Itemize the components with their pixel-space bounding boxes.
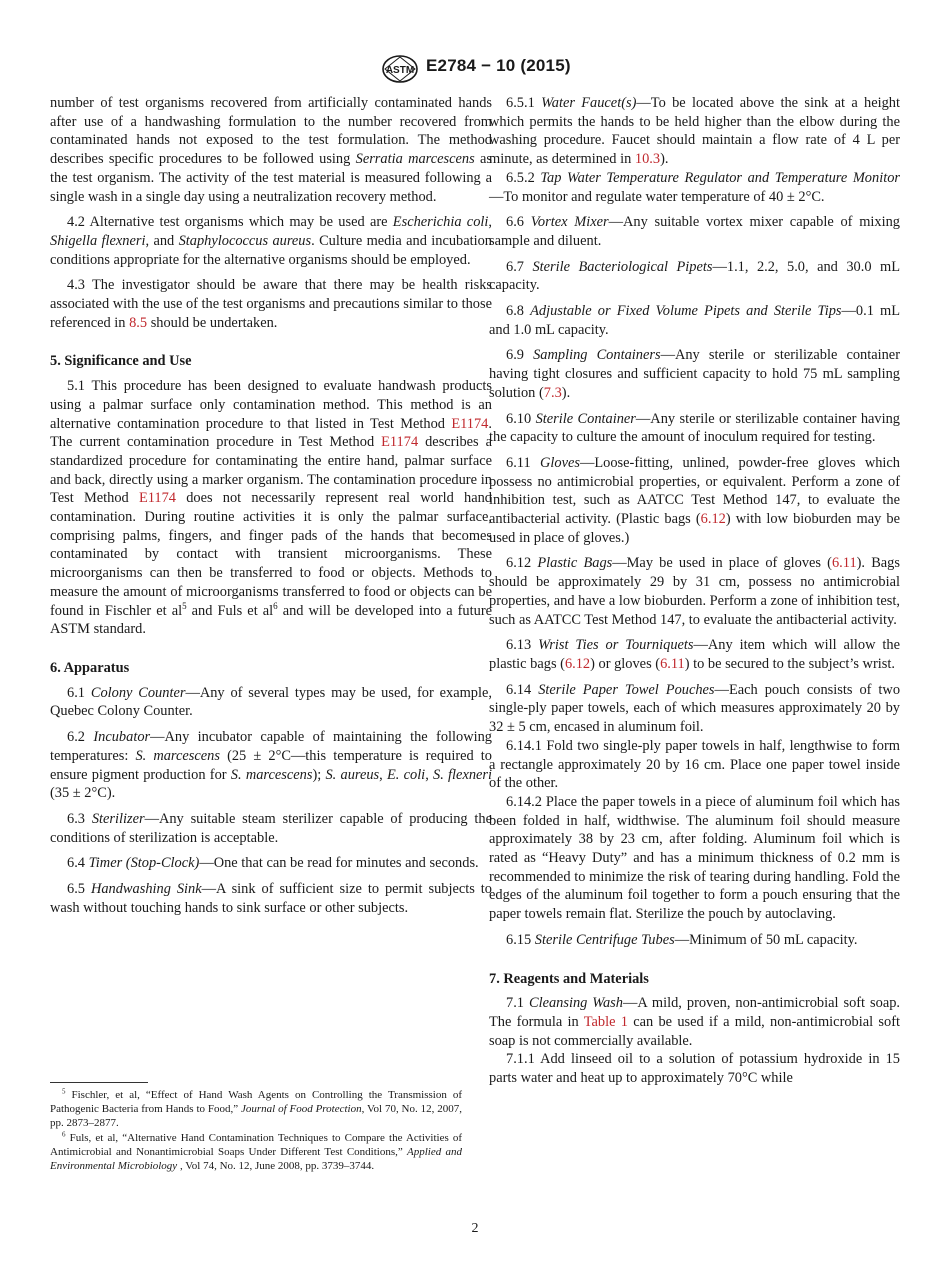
- left-column: [50, 94, 492, 924]
- ref-link-e1174[interactable]: E1174: [381, 434, 419, 451]
- ref-link-e1174[interactable]: E1174: [451, 415, 489, 432]
- paragraph-6-7: 6.7 Sterile Bacteriological Pipets—1.1, 2.2, 5.0, and 30.0 mL capacity.: [489, 258, 900, 294]
- footnote-5: $^5$ Fischler, et al, “Effect of Hand Wash Agents on Controlling the Transmission of Pathogenic Bacteria from Hands to Food,” Journal of Food Protection, Vol 70, No. 12, 2007, pp. 2873–2877.: [50, 1087, 462, 1129]
- section-heading-7: 7. Reagents and Materials: [489, 970, 649, 987]
- paragraph-6-2: 6.2 Incubator—Any incubator capable of maintaining the following temperatures: S. marcescens (25 ± 2°C—this temperature is required to ensure pigment production for S. marcescens); S. aureus, E. coli, S. flexneri (35 ± 2°C).: [50, 729, 493, 802]
- paragraph-6-14-1: 6.14.1 Fold two single-ply paper towels in half, lengthwise to form a rectangle approximately 20 by 16 cm. Place one paper towel inside of the other.: [489, 737, 900, 792]
- paragraph-6-5: 6.5 Handwashing Sink—A sink of sufficient size to permit subjects to wash without touching hands to sink surface or other subjects.: [50, 881, 492, 916]
- footnote-marker: 5: [182, 600, 187, 611]
- right-column: [489, 94, 900, 1088]
- paragraph-5-1: 5.1 This procedure has been designed to evaluate handwash products using a palmar surface only contamination method. This method is an alternative contamination procedure to that listed in Test Method E1174. The current contamination procedure in Test Method E1174 describes a standardized procedure for contaminating the entire hand, palmar surface and back, directly using a marker organism. The contamination procedure in Test Method E1174 does not necessarily represent real world hand contamination. During routine activities it is only the palmar surface, comprising palms, fingers, and finger pads of the hands that becomes contaminated by contact with transient microorganisms. These microorganisms can then be transferred to food or objects. Methods to measure the amount of microorganisms transferred to food or objects can be found in Fischler et $al^5$ and Fuls et $al^6$ and will be developed into a future ASTM standard.: [50, 378, 492, 638]
- footnote-marker: 6: [273, 600, 278, 611]
- paragraph-6-10: 6.10 Sterile Container—Any sterile or sterilizable container having the capacity to culture the amount of inoculum required for testing.: [489, 410, 900, 446]
- footnote-6: $^6$ Fuls, et al, “Alternative Hand Contamination Techniques to Compare the Activities of Antimicrobial and Nonantimicrobial Soaps Under Different Test Conditions,” Applied and Environmental Microbiology , Vol 74, No. 12, June 2008, pp. 3739–3744.: [50, 1130, 463, 1172]
- ref-link-6-12[interactable]: 6.12: [700, 511, 726, 528]
- paragraph-4-3: 4.3 The investigator should be aware that there may be health risks associated with the use of the test organisms and precautions similar to those referenced in 8.5 should be undertaken.: [50, 277, 492, 331]
- paragraph-6-15: 6.15 Sterile Centrifuge Tubes—Minimum of 50 mL capacity.: [506, 931, 858, 948]
- paragraph-6-5-2: 6.5.2 Tap Water Temperature Regulator and Temperature Monitor—To monitor and regulate water temperature of 40 ± 2°C.: [489, 169, 900, 205]
- paragraph-7-1: 7.1 Cleansing Wash—A mild, proven, non-antimicrobial soft soap. The formula in Table 1 can be used if a mild, non-antimicrobial soft soap is not commercially available.: [489, 995, 901, 1049]
- section-heading-6: 6. Apparatus: [50, 659, 130, 676]
- paragraph-6-11: 6.11 Gloves—Loose-fitting, unlined, powder-free gloves which possess no antimicrobial properties, or equivalent. Perform a zone of inhibition test, such as AATCC Test Method 147, to evaluate the antibacterial activity. (Plastic bags (6.12) with low bioburden may be used in place of gloves.): [489, 454, 900, 546]
- paragraph-6-6: 6.6 Vortex Mixer—Any suitable vortex mixer capable of mixing sample and diluent.: [489, 214, 900, 249]
- ref-link-10-3[interactable]: 10.3: [634, 151, 661, 168]
- section-heading-5: 5. Significance and Use: [50, 353, 192, 370]
- paragraph-6-9: 6.9 Sampling Containers—Any sterile or sterilizable container having tight closures and sufficient capacity to hold 75 mL sampling solution (7.3).: [489, 347, 900, 401]
- paragraph-7-1-1: 7.1.1 Add linseed oil to a solution of potassium hydroxide in 15 parts water and heat up to approximately 70°C while: [489, 1051, 900, 1087]
- paragraph-6-1: 6.1 Colony Counter—Any of several types may be used, for example, Quebec Colony Counter.: [50, 684, 492, 720]
- ref-link-e1174[interactable]: E1174: [138, 490, 176, 507]
- paragraph-6-5-1: 6.5.1 Water Faucet(s)—To be located above the sink at a height which permits the hands to be held higher than the elbow during the washing procedure. Faucet should maintain a flow rate of 4 L per minute, as determined in 10.3).: [489, 95, 900, 168]
- ref-link-8-5[interactable]: 8.5: [129, 314, 148, 331]
- astm-logo-icon: [381, 54, 419, 84]
- paragraph-6-3: 6.3 Sterilizer—Any suitable steam sterilizer capable of producing the conditions of sterilization is acceptable.: [50, 810, 492, 846]
- page-header: [0, 54, 950, 86]
- ref-link-6-11[interactable]: 6.11: [831, 555, 857, 572]
- paragraph-6-14-2: 6.14.2 Place the paper towels in a piece of aluminum foil which has been folded in half, widthwise. The aluminum foil should measure approximately 38 by 23 cm, after folding. Aluminum foil which is rated as “Heavy Duty” and has a minimum thickness of 0.2 mm is recommended to minimize the risk of tearing during handling. Fold the edges of the aluminum foil together to form a pouch ensuring that the paper towels remain flat. Sterilize the pouch by autoclaving.: [489, 793, 900, 923]
- paragraph-6-12: 6.12 Plastic Bags—May be used in place of gloves (6.11). Bags should be approximately 29 by 31 cm, possess no antimicrobial properties, and have a low bioburden. Perform a zone of inhibition test, such as AATCC Test Method 147, to evaluate the antibacterial activity.: [489, 555, 900, 628]
- ref-link-table-1[interactable]: Table 1: [583, 1013, 628, 1030]
- footnote-divider: [50, 1082, 148, 1083]
- svg-text:ASTM: ASTM: [385, 65, 415, 76]
- footnotes: [50, 1082, 462, 1174]
- paragraph-6-4: 6.4 Timer (Stop-Clock)—One that can be read for minutes and seconds.: [67, 855, 479, 872]
- paragraph-4-1-cont: number of test organisms recovered from artificially contaminated hands after use of a handwashing formulation to the number recovered from contaminated hands not exposed to the test formulation. The method describes specific procedures to be followed using Serratia marcescens as the test organism. The activity of the test material is measured following a single wash in a single day using a neutralization recovery method.: [50, 95, 492, 205]
- standard-designation: E2784 − 10 (2015): [426, 56, 571, 75]
- paragraph-6-13: 6.13 Wrist Ties or Tourniquets—Any item which will allow the plastic bags (6.12) or gloves (6.11) to be secured to the subject’s wrist.: [489, 637, 900, 672]
- paragraph-6-8: 6.8 Adjustable or Fixed Volume Pipets and Sterile Tips—0.1 mL and 1.0 mL capacity.: [489, 303, 900, 338]
- page-number: 2: [471, 1221, 479, 1236]
- paragraph-4-2: 4.2 Alternative test organisms which may be used are Escherichia coli, Shigella flexneri, and Staphylococcus aureus. Culture media and incubation conditions appropriate for the alternative organisms should be employed.: [50, 214, 493, 268]
- ref-link-6-11[interactable]: 6.11: [660, 655, 685, 672]
- ref-link-7-3[interactable]: 7.3: [543, 384, 562, 401]
- ref-link-6-12[interactable]: 6.12: [564, 655, 591, 672]
- paragraph-6-14: 6.14 Sterile Paper Towel Pouches—Each pouch consists of two single-ply paper towels, each of which measures approximately 20 by 32 ± 5 cm, encased in aluminum foil.: [489, 681, 901, 736]
